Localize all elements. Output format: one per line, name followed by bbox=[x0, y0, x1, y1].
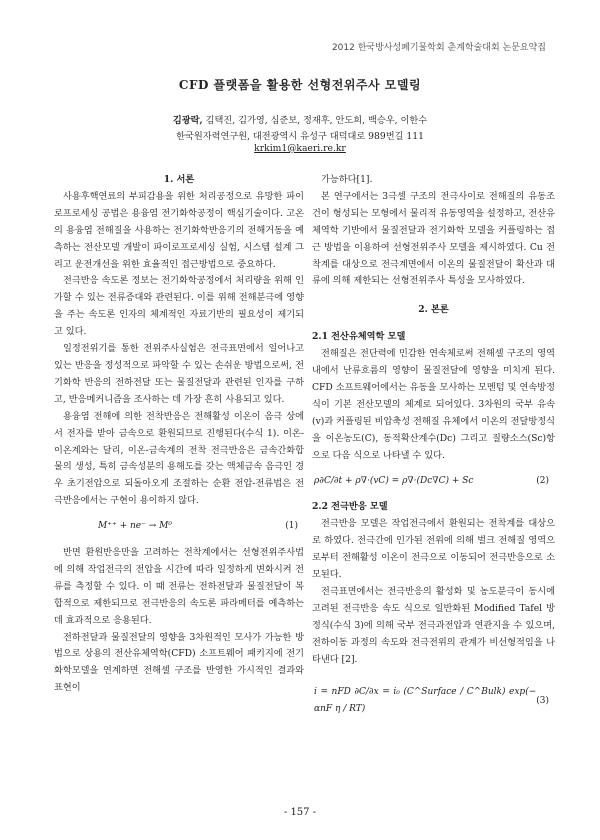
paragraph: 전극표면에서는 전극반응의 활성화 및 농도분극이 동시에 고려된 전극반응 속도 식으로 일반화된 Modified Tafel 방정식(수식 3)에 의해 국부 전극과전압과 연관지을 수 있으며, 전하이동 과정의 속도와 전극전위의 관계가 비선형적임을 나타낸다 [2]. bbox=[312, 585, 555, 665]
equation-1 bbox=[54, 518, 304, 535]
author-list bbox=[0, 112, 600, 126]
left-column bbox=[54, 172, 304, 697]
subsection-heading-electrode: 2.2 전극반응 모델 bbox=[312, 501, 388, 513]
lead-author: 김광락, bbox=[172, 115, 203, 126]
equation-expression: M⁺⁺ + ne⁻ → M⁰ bbox=[98, 521, 172, 532]
paragraph: 가능하다[1]. bbox=[321, 174, 373, 185]
equation-number: (2) bbox=[536, 475, 549, 486]
paragraph: 일정전위기를 통한 전위주사실험은 전극표면에서 일어나고 있는 반응을 정성적으로 파악할 수 있는 손쉬운 방법으로써, 전기화학 반응의 전하전달 또는 물질전달과 관련된 인자를 구하고, 반응메커니즘을 조사하는 데 가장 흔히 사용되고 있다. bbox=[54, 343, 304, 405]
paper-title: CFD 플랫폼을 활용한 선형전위주사 모델링 bbox=[178, 78, 422, 92]
paragraph: 본 연구에서는 3극셀 구조의 전극사이로 전해질의 유동조건이 형성되는 모형에서 물리적 유동영역을 설정하고, 전산유체역학 기반에서 물질전달과 전기화학 모델을 커플링하는 접근 방법을 이용하여 선형전위주사 모델을 제시하였다. Cu 전착계를 대상으로 전극계면에서 이온의 물질전달이 확산과 대류에 의해 제한되는 선형전위주사 특성을 모사하였다. bbox=[312, 190, 555, 287]
equation-number: (3) bbox=[536, 695, 549, 706]
paragraph: 사용후핵연료의 부피감용을 위한 처리공정으로 유망한 파이로프로세싱 공법은 용융염 전기화학공정이 핵심기술이다. 고온의 용융염 전해질을 사용하는 전기화학반응기의 전해거동을 예측하는 전산모델 개발이 파이로프로세싱 실험, 시스템 설계 그리고 운전개선을 위한 효율적인 접근방법으로 중요하다. bbox=[54, 190, 304, 270]
proceedings-header: 2012 한국방사성폐기물학회 춘계학술대회 논문요약집 bbox=[331, 43, 546, 53]
co-authors: 김택진, 김가영, 심준보, 정재후, 안도희, 백승우, 이한수 bbox=[205, 115, 428, 126]
paragraph: 반면 환원반응만을 고려하는 전착계에서는 선형전위주사법에 의해 작업전극의 전압을 시간에 따라 일정하게 변화시켜 전류를 측정할 수 있다. 이 때 전류는 전하전달과 물질전달이 복합적으로 제한되므로 전극반응의 속도론 파라메터를 예측하는데 효과적으로 응용된다. bbox=[54, 547, 304, 626]
paragraph: 전해질은 전단력에 민감한 연속체로써 전해셀 구조의 영역 내에서 난류흐름의 영향이 물질전달에 영향을 미치게 된다. CFD 소프트웨어에서는 유동을 모사하는 모멘텀 및 연속방정식이 기본 전산모델의 체계로 되어있다. 3차원의 국부 유속(v)과 커플링된 비압축성 전해질 유체에서 이온의 전달방정식을 이온농도(C), 동적확산계수(Dc) 그리고 질량소스(Sc)항으로 다음 식으로 나타낼 수 있다. bbox=[312, 348, 555, 461]
equation-2 bbox=[312, 473, 555, 490]
affiliation: 한국원자력연구원, 대전광역시 유성구 대덕대로 989번길 111 bbox=[176, 131, 424, 142]
equation-expression: ρ∂C/∂t + ρ∇·(vC) = ρ∇·(Dc∇C) + Sc bbox=[314, 475, 474, 486]
right-column bbox=[312, 172, 555, 728]
paragraph: 전하전달과 물질전달의 영향을 3차원적인 모사가 가능한 방법으로 상용의 전산유체역학(CFD) 소프트웨어 패키지에 전기화학모델을 연계하면 전해셀 구조를 반영한 가시적인 결과와 표현이 bbox=[54, 631, 304, 694]
paragraph: 전극반응 모델은 작업전극에서 환원되는 전착계를 대상으로 하였다. 전극간에 인가된 전위에 의해 벌크 전해질 영역으로부터 전해활성 이온이 전극으로 이동되어 전극반응으로 소모된다. bbox=[312, 518, 555, 581]
equation-number: (1) bbox=[285, 521, 298, 532]
equation-expression: i = nFD ∂C/∂x = i₀ (C^Surface / C^Bulk) exp(− αnF η / RT) bbox=[314, 687, 537, 715]
equation-3 bbox=[312, 684, 555, 718]
page-number: - 157 - bbox=[283, 807, 317, 818]
paragraph: 전극반응 속도론 정보는 전기화학공정에서 처리량을 위해 인가할 수 있는 전류증대와 관련된다. 이를 위해 전해분극에 영향을 주는 속도론 인자의 체계적인 자료기반의 필요성이 제기되고 있다. bbox=[54, 275, 304, 338]
section-heading-main: 2. 본론 bbox=[418, 304, 449, 316]
subsection-heading-cfd: 2.1 전산유체역학 모델 bbox=[312, 331, 406, 343]
contact-email[interactable]: krkim1@kaeri.re.kr bbox=[254, 143, 346, 154]
section-heading-introduction: 1. 서론 bbox=[163, 174, 195, 185]
paragraph: 용융염 전해에 의한 전착반응은 전해활성 이온이 음극 상에서 전자를 받아 금속으로 환원되므로 진행된다(수식 1). 이온-이온계와는 달리, 이온-금속계의 전착 전극반응은 금속간화합물의 생성, 특히 금속성분의 용해도를 갖는 액체금속 음극인 경우 초기전압으로 되돌아오게 조절하는 순환 전압-전류법은 전극반응에서는 구현이 용이하지 않다. bbox=[54, 410, 304, 507]
